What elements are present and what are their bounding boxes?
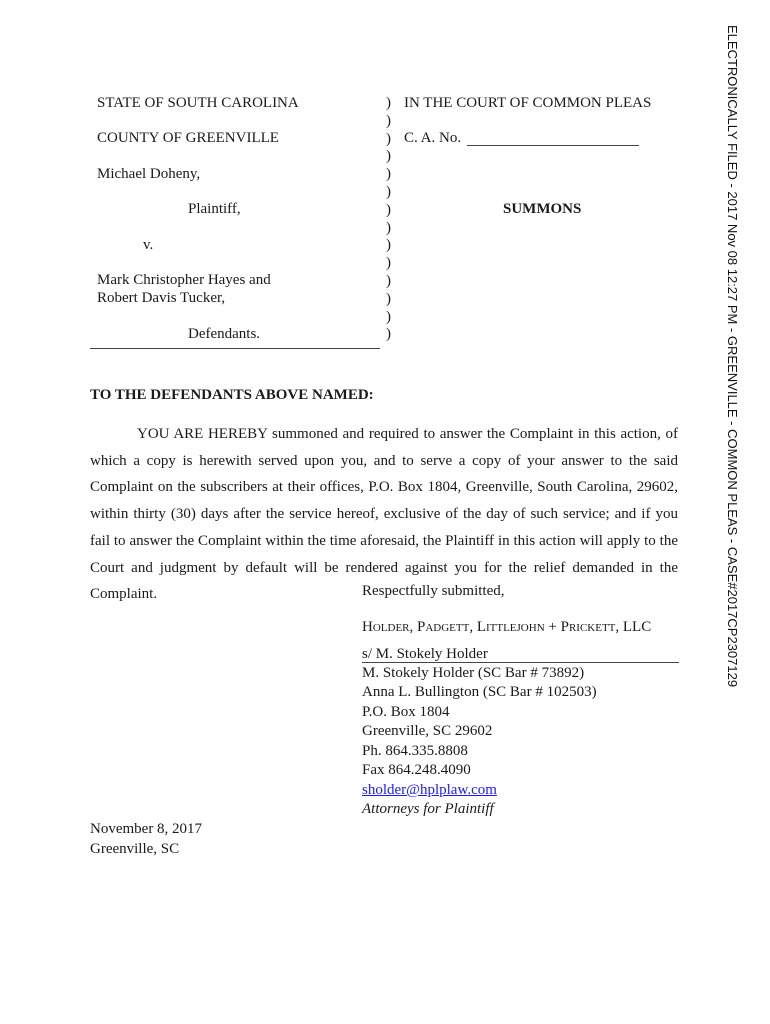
- case-number-label: C. A. No.: [404, 130, 462, 146]
- document-title: SUMMONS: [503, 201, 582, 217]
- plaintiff-role: Plaintiff,: [188, 201, 241, 217]
- defendant-role: Defendants.: [188, 326, 261, 342]
- e-signature: s/ M. Stokely Holder: [362, 646, 488, 662]
- caption-county: COUNTY OF GREENVILLE: [97, 130, 279, 146]
- summons-body: [90, 421, 678, 608]
- caption-paren: ): [386, 255, 391, 272]
- email-link[interactable]: sholder@hplplaw.com: [362, 782, 497, 798]
- defendant-line-1: Mark Christopher Hayes and: [97, 272, 271, 288]
- law-firm-name: Holder, Padgett, Littlejohn + Prickett, LLC: [362, 619, 652, 635]
- caption-paren: ): [386, 273, 391, 289]
- attorney-1: M. Stokely Holder (SC Bar # 73892): [362, 665, 585, 681]
- caption-paren: ): [386, 130, 391, 147]
- filing-place: Greenville, SC: [90, 841, 180, 857]
- firm-po-box: P.O. Box 1804: [362, 704, 450, 720]
- caption-state: STATE OF SOUTH CAROLINA: [97, 95, 299, 111]
- caption-bottom-rule: [90, 348, 380, 349]
- caption-paren: ): [386, 148, 391, 165]
- filing-stamp: ELECTRONICALLY FILED - 2017 Nov 08 12:27 PM - GREENVILLE - COMMON PLEAS - CASE#2017CP2307129: [725, 25, 740, 688]
- court-name: IN THE COURT OF COMMON PLEAS: [404, 95, 652, 111]
- firm-phone: Ph. 864.335.8808: [362, 743, 468, 759]
- summons-body-text: YOU ARE HEREBY summoned and required to answer the Complaint in this action, of which a copy is herewith served upon you, and to serve a copy of your answer to the said Complaint on the subscribers at their offices, P.O. Box 1804, Greenville, South Carolina, 29602, within thirty (30) days after the service hereof, exclusive of the day of such service; and if you fail to answer the Complaint within the time aforesaid, the Plaintiff in this action will apply to the Court and judgment by default will be rendered against you for the relief demanded in the Complaint.: [90, 426, 678, 603]
- firm-city: Greenville, SC 29602: [362, 723, 493, 739]
- defendant-line-2: Robert Davis Tucker,: [97, 290, 226, 306]
- closing: Respectfully submitted,: [362, 583, 505, 599]
- firm-fax: Fax 864.248.4090: [362, 762, 471, 778]
- address-heading: TO THE DEFENDANTS ABOVE NAMED:: [90, 387, 374, 403]
- caption-paren: ): [386, 308, 391, 325]
- attorney-2: Anna L. Bullington (SC Bar # 102503): [362, 684, 597, 700]
- case-number-blank: [467, 145, 639, 146]
- caption-paren: ): [386, 326, 391, 343]
- signature-line: [362, 662, 679, 663]
- filing-date: November 8, 2017: [90, 821, 203, 837]
- plaintiff-name: Michael Doheny,: [97, 166, 201, 182]
- versus-label: v.: [143, 237, 154, 253]
- caption-paren: ): [386, 290, 391, 307]
- caption-paren: ): [386, 166, 391, 183]
- attorney-role: Attorneys for Plaintiff: [362, 801, 494, 817]
- caption-paren: ): [386, 112, 391, 129]
- caption-paren: ): [386, 219, 391, 236]
- caption-paren: ): [386, 184, 391, 200]
- caption-paren: ): [386, 95, 391, 111]
- caption-paren: ): [386, 237, 391, 254]
- caption-paren: ): [386, 201, 391, 218]
